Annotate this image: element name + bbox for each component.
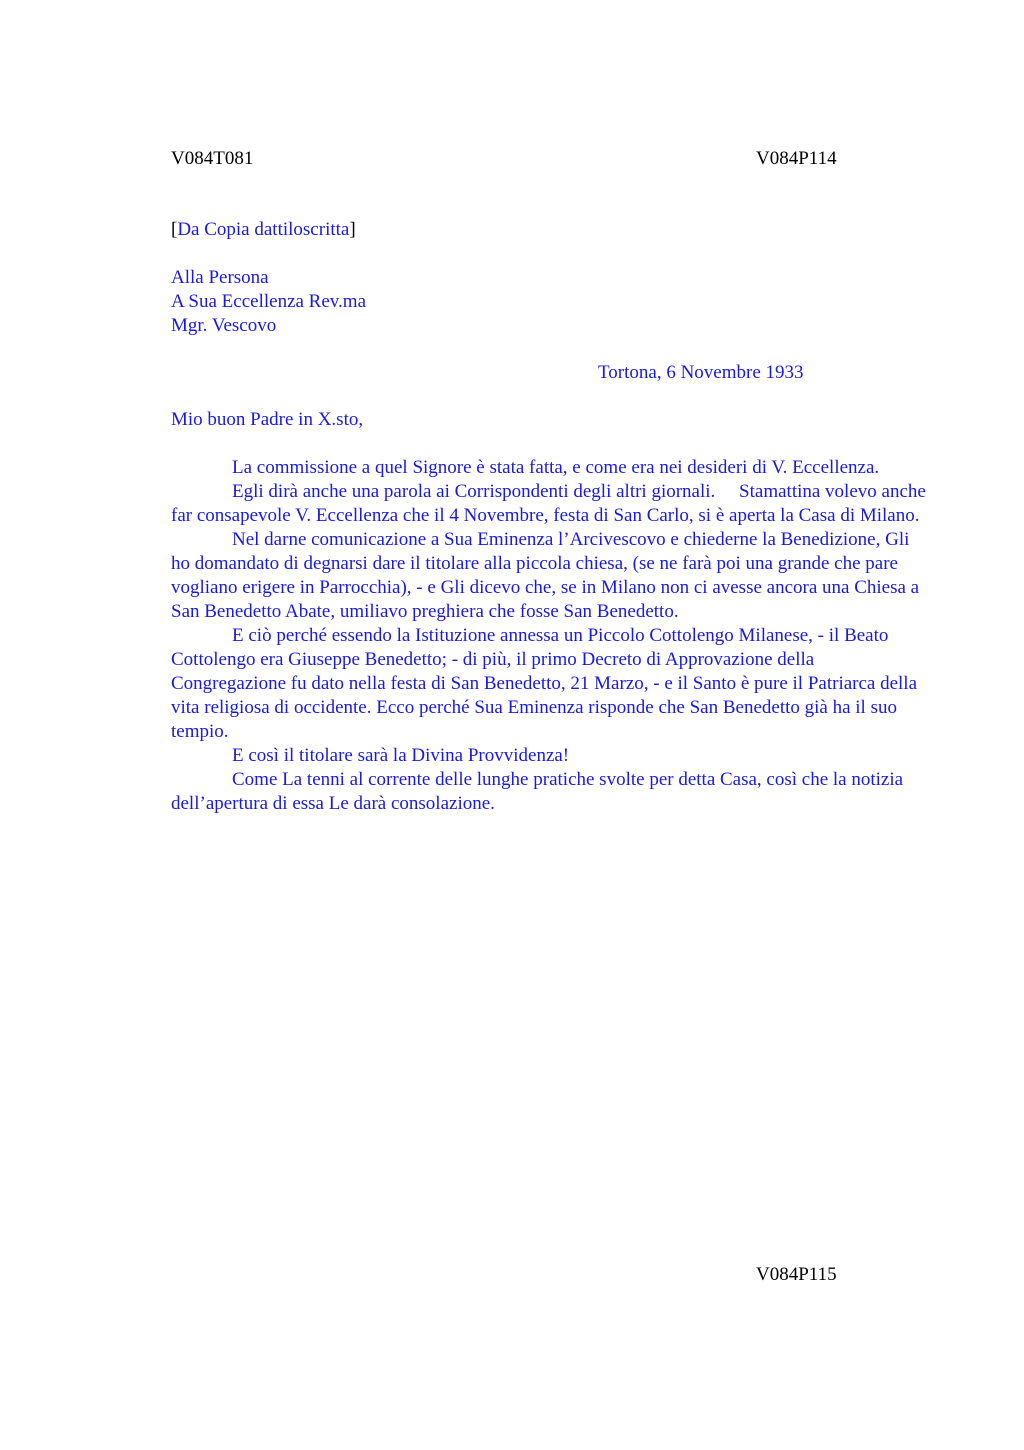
address-line: A Sua Eccellenza Rev.ma	[171, 291, 367, 312]
dateline: Tortona, 6 Novembre 1933	[598, 362, 804, 383]
recipient-address	[171, 266, 366, 338]
document-code-left: V084T081	[171, 148, 254, 169]
body-paragraph: E ciò perché essendo la Istituzione annessa un Piccolo Cottolengo Milanese, - il Beato Cottolengo era Giuseppe Benedetto; - di più, il primo Decreto di Approvazione della Congregazione fu dato nella festa di San Benedetto, 21 Marzo, - e il Santo è pure il Patriarca della vita religiosa di occidente. Ecco perché Sua Eminenza risponde che San Benedetto già ha il suo tempio.	[171, 625, 918, 742]
salutation: Mio buon Padre in X.sto,	[171, 409, 364, 430]
address-line: Mgr. Vescovo	[171, 315, 277, 336]
source-note-open-bracket: [	[171, 219, 178, 240]
letter-body	[171, 456, 931, 816]
body-paragraph: La commissione a quel Signore è stata fatta, e come era nei desideri di V. Eccellenza.	[232, 457, 880, 478]
source-note	[171, 218, 356, 242]
page-code-footer: V084P115	[756, 1264, 837, 1285]
source-note-text: Da Copia dattiloscritta	[177, 219, 350, 240]
address-line: Alla Persona	[171, 267, 269, 288]
body-paragraph: Nel darne comunicazione a Sua Eminenza l’Arcivescovo e chiederne la Benedizione, Gli ho domandato di degnarsi dare il titolare alla piccola chiesa, (se ne farà poi una grande che pare vogliano erigere in Parrocchia), - e Gli dicevo che, se in Milano non ci avesse ancora una Chiesa a San Benedetto Abate, umiliavo preghiera che fosse San Benedetto.	[171, 529, 920, 622]
body-paragraph: Come La tenni al corrente delle lunghe pratiche svolte per detta Casa, così che la notizia dell’apertura di essa Le darà consolazione.	[171, 769, 904, 814]
source-note-close-bracket: ]	[349, 219, 356, 240]
page-code-right: V084P114	[756, 148, 837, 169]
body-paragraph: Egli dirà anche una parola ai Corrispondenti degli altri giornali. Stamattina volevo anche far consapevole V. Eccellenza che il 4 Novembre, festa di San Carlo, si è aperta la Casa di Milano.	[171, 481, 931, 526]
body-paragraph: E così il titolare sarà la Divina Provvidenza!	[232, 745, 570, 766]
